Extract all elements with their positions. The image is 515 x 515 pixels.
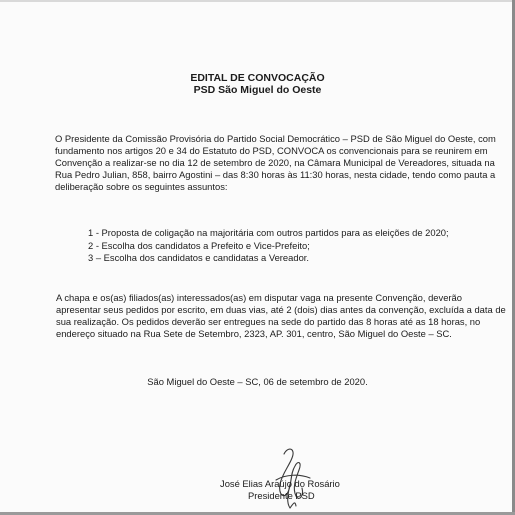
agenda-list bbox=[88, 227, 449, 265]
signatory-role: Presidente PSD bbox=[248, 490, 315, 501]
agenda-item: 2 - Escolha dos candidatos a Prefeito e Vice-Prefeito; bbox=[88, 239, 310, 251]
paragraph-line: Convenção a realizar-se no dia 12 de setembro de 2020, na Câmara Municipal de Vereadores, situada na bbox=[55, 157, 495, 169]
document-title: EDITAL DE CONVOCAÇÃO bbox=[190, 72, 325, 84]
paragraph-line: endereço situado na Rua Sete de Setembro, 2323, AP. 301, centro, São Miguel do Oeste – SC. bbox=[56, 328, 452, 340]
paragraph-line: O Presidente da Comissão Provisória do Partido Social Democrático – PSD de São Miguel do Oeste, com bbox=[55, 133, 496, 144]
paragraph-line: A chapa e os(as) filiados(as) interessados(as) em disputar vaga na presente Convenção, deverão bbox=[56, 292, 462, 303]
scan-edge-top bbox=[0, 0, 515, 2]
agenda-item: 3 – Escolha dos candidatos e candidatas a Vereador. bbox=[88, 252, 309, 264]
date-line: São Miguel do Oeste – SC, 06 de setembro de 2020. bbox=[147, 376, 368, 387]
paragraph-line: fundamento nos artigos 20 e 34 do Estatuto do PSD, CONVOCA os convencionais para se reunirem em bbox=[55, 145, 488, 157]
application-paragraph bbox=[56, 292, 506, 340]
agenda-item: 1 - Proposta de coligação na majoritária com outros partidos para as eleições de 2020; bbox=[88, 227, 449, 238]
document-subtitle: PSD São Miguel do Oeste bbox=[193, 84, 322, 96]
intro-paragraph bbox=[55, 133, 495, 193]
paragraph-line: sua realização. Os pedidos deverão ser entregues na sede do partido das 8 horas até as 18 horas, no bbox=[56, 316, 481, 328]
paragraph-line: Rua Pedro Julian, 858, bairro Agostini – das 8:30 horas às 11:30 horas, nesta cidade, tendo como pauta a bbox=[55, 169, 496, 181]
paragraph-line: apresentar seus pedidos por escrito, em duas vias, até 2 (dois) dias antes da convenção, excluída a data de bbox=[56, 304, 506, 316]
paragraph-line: deliberação sobre os seguintes assuntos: bbox=[55, 181, 228, 193]
signatory-name: José Elias Araújo do Rosário bbox=[220, 478, 340, 489]
